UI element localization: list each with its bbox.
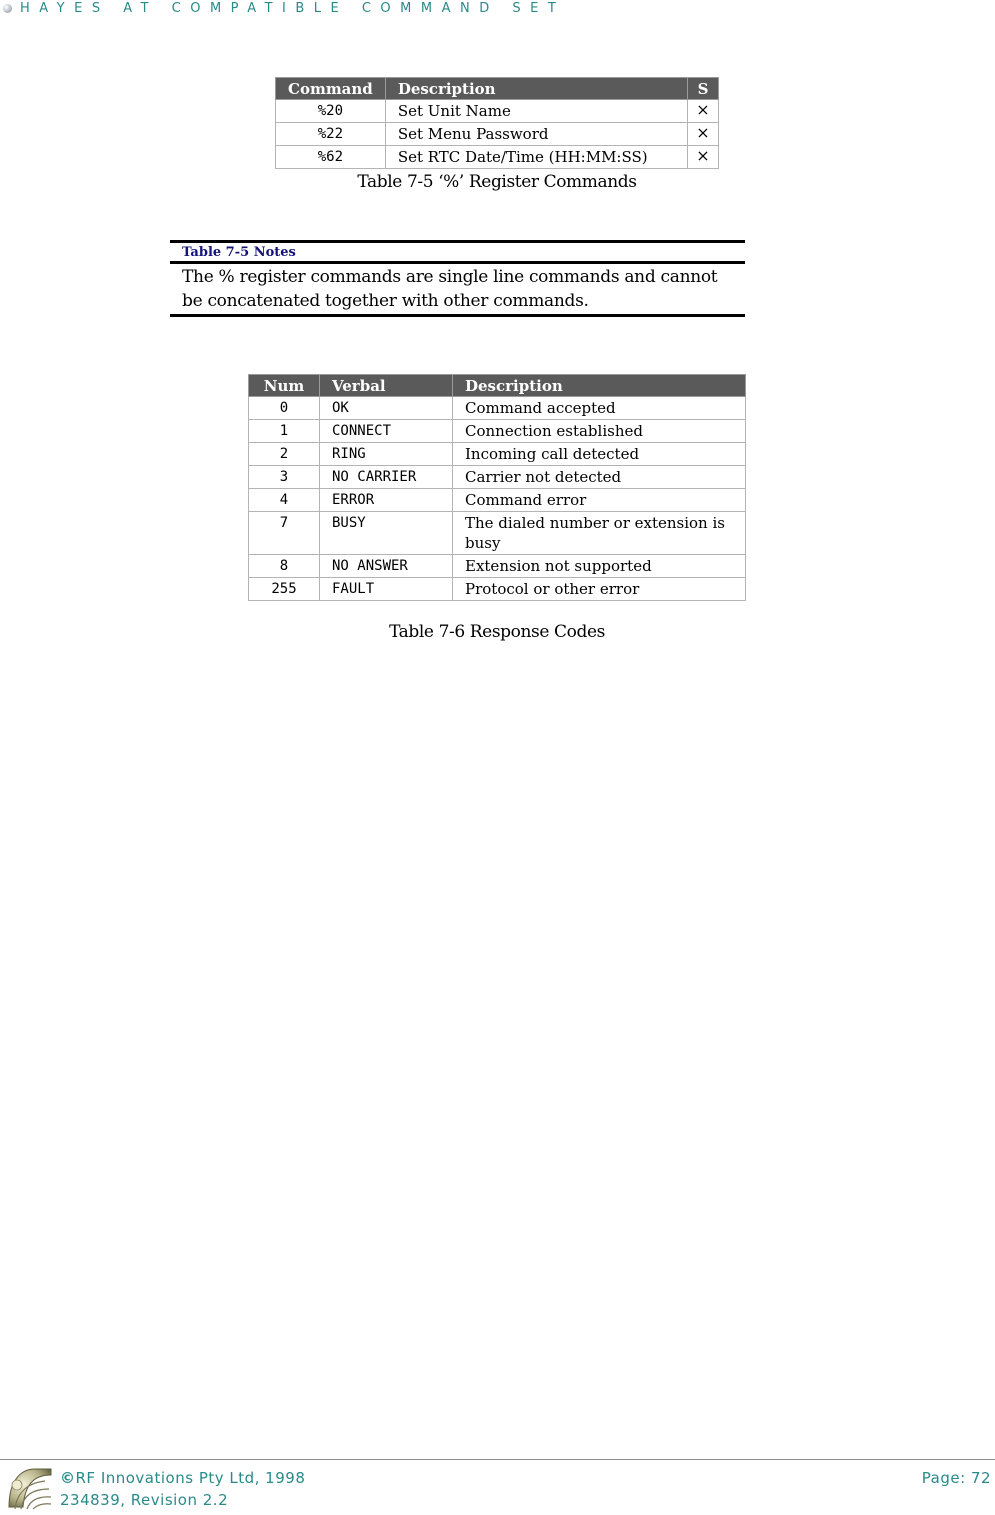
verbal-cell: OK (320, 397, 453, 420)
table-row (249, 489, 746, 512)
num-cell: 1 (249, 420, 320, 443)
s-flag-cell: × (688, 100, 719, 123)
description-cell: Command accepted (453, 397, 746, 420)
num-cell: 7 (249, 512, 320, 555)
column-header-num: Num (249, 375, 320, 397)
page-header (0, 0, 995, 16)
num-cell: 0 (249, 397, 320, 420)
num-cell: 3 (249, 466, 320, 489)
notes-box (170, 240, 745, 317)
description-cell: Set Menu Password (385, 123, 687, 146)
verbal-cell: ERROR (320, 489, 453, 512)
verbal-cell: RING (320, 443, 453, 466)
footer-company: RF Innovations Pty Ltd, 1998 (75, 1469, 306, 1487)
column-header-description: Description (453, 375, 746, 397)
description-cell: Command error (453, 489, 746, 512)
footer-document: 234839, Revision 2.2 (60, 1491, 229, 1509)
description-cell: Extension not supported (453, 555, 746, 578)
num-cell: 8 (249, 555, 320, 578)
header-title: HAYES AT COMPATIBLE COMMAND SET (20, 0, 566, 16)
description-cell: Set RTC Date/Time (HH:MM:SS) (385, 146, 687, 169)
bullet-icon (3, 4, 12, 13)
footer-copyright-line (60, 1467, 305, 1489)
table-row (249, 397, 746, 420)
table-row (249, 512, 746, 555)
description-cell: The dialed number or extension is busy (453, 512, 746, 555)
column-header-description: Description (385, 78, 687, 100)
table-caption: Table 7-5 ‘%’ Register Commands (357, 172, 637, 192)
verbal-cell: FAULT (320, 578, 453, 601)
description-cell: Protocol or other error (453, 578, 746, 601)
description-cell: Set Unit Name (385, 100, 687, 123)
verbal-cell: NO CARRIER (320, 466, 453, 489)
description-cell: Incoming call detected (453, 443, 746, 466)
command-cell: %22 (276, 123, 386, 146)
num-cell: 255 (249, 578, 320, 601)
notes-body: The % register commands are single line commands and cannot be concatenated together with other commands. (170, 264, 745, 317)
table-row (249, 466, 746, 489)
s-flag-cell: × (688, 123, 719, 146)
verbal-cell: NO ANSWER (320, 555, 453, 578)
company-logo-icon (5, 1463, 55, 1513)
description-cell: Connection established (453, 420, 746, 443)
table-row (276, 100, 719, 123)
table-row (249, 578, 746, 601)
table-row (249, 443, 746, 466)
command-cell: %62 (276, 146, 386, 169)
description-cell: Carrier not detected (453, 466, 746, 489)
column-header-command: Command (276, 78, 386, 100)
table-row (249, 555, 746, 578)
verbal-cell: CONNECT (320, 420, 453, 443)
table-header-row (276, 78, 719, 100)
column-header-s: S (688, 78, 719, 100)
register-commands-table (275, 77, 719, 169)
table-caption: Table 7-6 Response Codes (389, 622, 605, 642)
table-row (249, 420, 746, 443)
table-row (276, 123, 719, 146)
response-codes-table (248, 374, 746, 601)
num-cell: 2 (249, 443, 320, 466)
notes-title: Table 7-5 Notes (170, 243, 745, 264)
column-header-verbal: Verbal (320, 375, 453, 397)
copyright-symbol: © (60, 1469, 76, 1487)
page-number: Page: 72 (921, 1469, 991, 1487)
num-cell: 4 (249, 489, 320, 512)
footer-info (60, 1467, 305, 1511)
footer-divider (0, 1459, 995, 1460)
table-row (276, 146, 719, 169)
command-cell: %20 (276, 100, 386, 123)
table-header-row (249, 375, 746, 397)
s-flag-cell: × (688, 146, 719, 169)
verbal-cell: BUSY (320, 512, 453, 555)
